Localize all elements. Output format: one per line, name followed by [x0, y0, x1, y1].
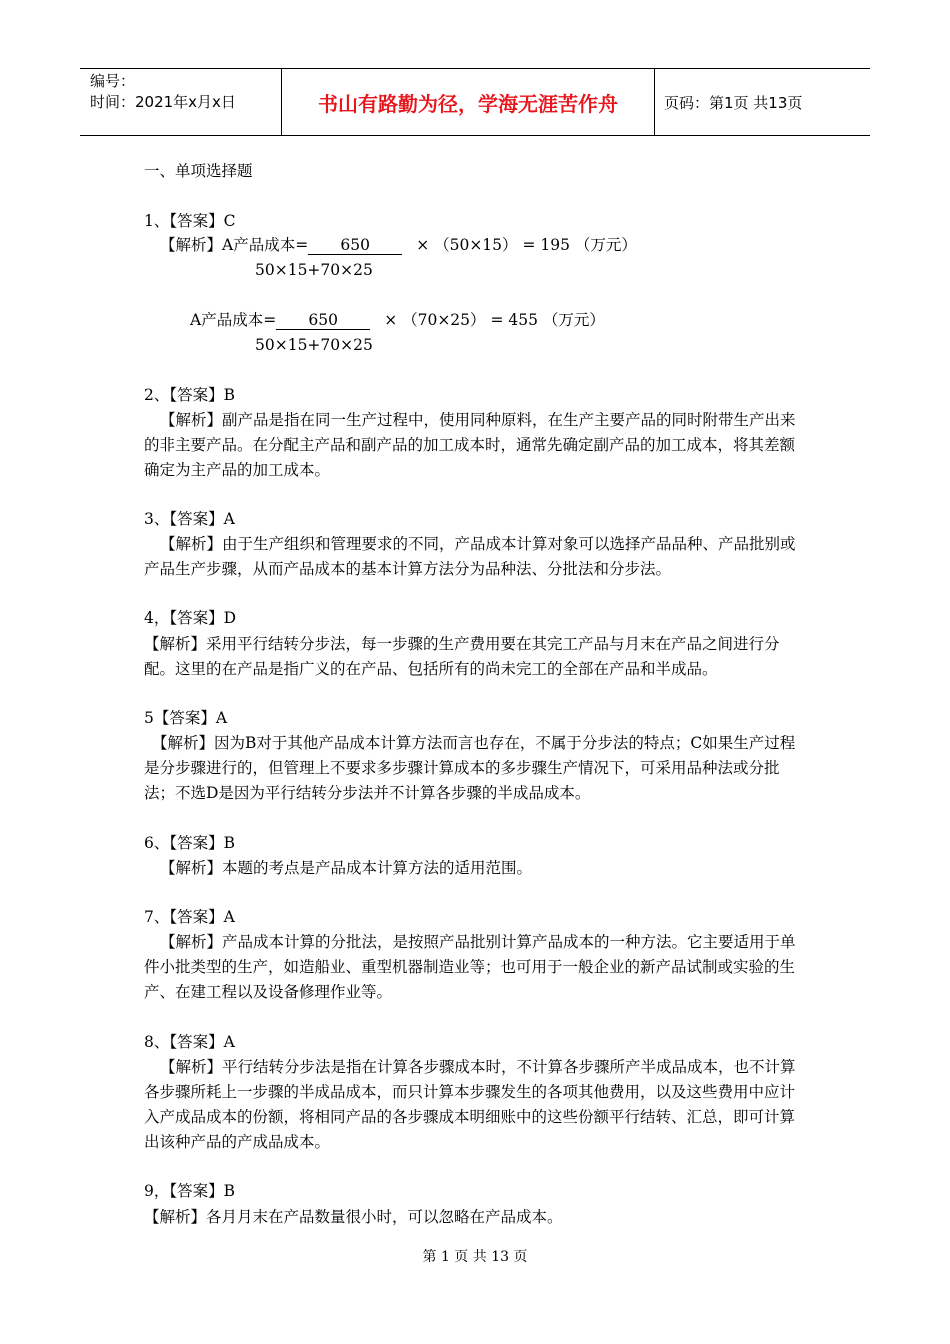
q5-answer: 5【答案】A [144, 709, 228, 727]
q1-formula-a-numerator: 650 [308, 236, 402, 255]
section-title: 一、单项选择题 [144, 162, 253, 180]
q2-analysis: 【解析】副产品是指在同一生产过程中，使用同种原料，在生产主要产品的同时附带生产出来的非主要产品。在分配主产品和副产品的加工成本时，通常先确定副产品的加工成本，将其差额确定为主产品的加工成本。 [144, 411, 796, 479]
q3-analysis: 【解析】由于生产组织和管理要求的不同，产品成本计算对象可以选择产品品种、产品批别或产品生产步骤，从而产品成本的基本计算方法分为品种法、分批法和分步法。 [144, 535, 796, 578]
header-page-label: 页码：第1页 共13页 [664, 93, 803, 112]
q4-answer: 4，【答案】D [144, 609, 237, 627]
q1-answer: 1、【答案】C [144, 212, 236, 230]
header-slogan: 书山有路勤为径，学海无涯苦作舟 [282, 69, 655, 135]
q5-analysis: 【解析】因为B对于其他产品成本计算方法而言也存在，不属于分步法的特点；C如果生产过程是分步骤进行的，但管理上不要求多步骤计算成本的多步骤生产情况下，可采用品种法或分批法；不选D是因为平行结转分步法并不计算各步骤的半成品成本。 [144, 734, 796, 802]
q8-analysis: 【解析】平行结转分步法是指在计算各步骤成本时，不计算各步骤所产半成品成本，也不计算各步骤所耗上一步骤的半成品成本，而只计算本步骤发生的各项其他费用，以及这些费用中应计入产成品成本的份额，将相同产品的各步骤成本明细账中的这些份额平行结转、汇总，即可计算出该种产品的产成品成本。 [144, 1058, 796, 1151]
q3-answer: 3、【答案】A [144, 510, 235, 528]
doc-time-label: 时间：2021年x月x日 [90, 93, 236, 111]
q1-formula-b-suffix: × （70×25） = 455 （万元） [384, 311, 605, 329]
q9-analysis: 【解析】各月月末在产品数量很小时，可以忽略在产品成本。 [144, 1208, 563, 1226]
q7-analysis: 【解析】产品成本计算的分批法，是按照产品批别计算产品成本的一种方法。它主要适用于单件小批类型的生产，如造船业、重型机器制造业等；也可用于一般企业的新产品试制或实验的生产、在建工程以及设备修理作业等。 [144, 933, 796, 1001]
q9-answer: 9，【答案】B [144, 1182, 236, 1200]
q8-answer: 8、【答案】A [144, 1033, 235, 1051]
q1-formula-b-numerator: 650 [276, 311, 370, 330]
q4-analysis: 【解析】采用平行结转分步法，每一步骤的生产费用要在其完工产品与月末在产品之间进行分配。这里的在产品是指广义的在产品、包括所有的尚未完工的全部在产品和半成品。 [144, 635, 780, 678]
page-footer: 第 1 页 共 13 页 [422, 1249, 528, 1265]
q1-formula-b-denominator: 50×15+70×25 [255, 336, 373, 354]
q1-formula-a-prefix: 【解析】A产品成本= [160, 236, 309, 254]
doc-number-label: 编号： [90, 72, 136, 90]
q1-formula-a-denominator: 50×15+70×25 [255, 261, 373, 279]
q1-formula-a-suffix: × （50×15） = 195 （万元） [416, 236, 637, 254]
q6-answer: 6、【答案】B [144, 834, 236, 852]
q2-answer: 2、【答案】B [144, 386, 236, 404]
q1-formula-b [190, 309, 605, 331]
page-header [80, 68, 870, 136]
q1-formula-a [160, 234, 637, 256]
q7-answer: 7、【答案】A [144, 908, 235, 926]
q6-analysis: 【解析】本题的考点是产品成本计算方法的适用范围。 [160, 859, 533, 877]
q1-formula-b-prefix: A产品成本= [190, 311, 277, 329]
header-left [80, 69, 282, 135]
